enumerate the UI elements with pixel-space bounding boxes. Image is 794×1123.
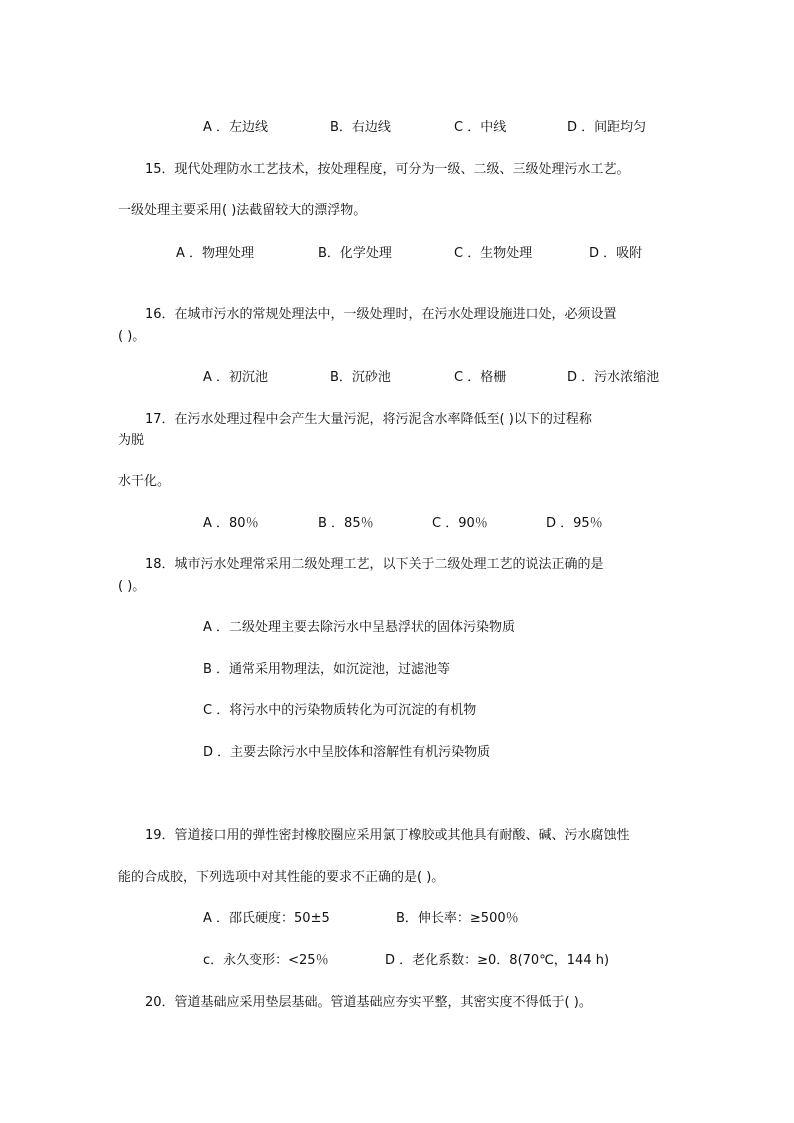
q18-option-b: B ．通常采用物理法，如沉淀池，过滤池等 [203,662,451,677]
q17-option-d: D ．95％ [546,516,603,531]
q19-option-b: B．伸长率：≥500％ [396,911,519,926]
q19-option-d: D ．老化系数：≥0．8(70℃，144 h) [385,953,610,968]
q15-option-a: A ．物理处理 [176,246,255,261]
q17-option-a: A ．80％ [203,516,259,531]
q16-option-b: B．沉砂池 [330,370,391,385]
q14-option-a: A ．左边线 [203,120,269,135]
q16-option-c: C ．格栅 [454,370,507,385]
q19-option-a: A ．邵氏硬度：50±5 [203,911,330,926]
q18-option-c: C ．将污水中的污染物质转化为可沉淀的有机物 [203,703,477,718]
q18-option-d: D ．主要去除污水中呈胶体和溶解性有机污染物质 [203,745,491,760]
q17-stem-line1: 17．在污水处理过程中会产生大量污泥，将污泥含水率降低至( )以下的过程称 [145,412,592,427]
q18-option-a: A ．二级处理主要去除污水中呈悬浮状的固体污染物质 [203,620,516,635]
q19-option-c: c．永久变形：<25％ [203,953,329,968]
q14-option-b: B．右边线 [330,120,391,135]
q15-option-b: B．化学处理 [318,246,392,261]
q16-option-d: D ．污水浓缩池 [567,370,660,385]
q17-stem-line2: 为脱 [118,433,145,448]
q15-stem-line1: 15．现代处理防水工艺技术，按处理程度，可分为一级、二级、三级处理污水工艺。 [145,162,630,177]
q16-option-a: A ．初沉池 [203,370,269,385]
q17-stem-line3: 水干化。 [118,474,171,489]
q20-stem-line1: 20．管道基础应采用垫层基础。管道基础应夯实平整，其密实度不得低于( )。 [145,995,592,1010]
q14-option-d: D ．间距均匀 [567,120,647,135]
q14-option-c: C ．中线 [454,120,507,135]
q19-stem-line2: 能的合成胶，下列选项中对其性能的要求不正确的是( )。 [118,870,445,885]
q16-stem-line2: ( )。 [118,329,146,344]
q18-stem-line2: ( )。 [118,579,146,594]
q17-option-c: C ．90％ [432,516,488,531]
q19-stem-line1: 19．管道接口用的弹性密封橡胶圈应采用氯丁橡胶或其他具有耐酸、碱、污水腐蚀性 [145,828,630,843]
q17-option-b: B ．85％ [318,516,374,531]
q16-stem-line1: 16．在城市污水的常规处理法中，一级处理时，在污水处理设施进口处，必须设置 [145,307,617,322]
q18-stem-line1: 18．城市污水处理常采用二级处理工艺，以下关于二级处理工艺的说法正确的是 [145,557,604,572]
q15-stem-line2: 一级处理主要采用( )法截留较大的漂浮物。 [118,203,367,218]
q15-option-d: D ．吸附 [589,246,643,261]
q15-option-c: C ．生物处理 [454,246,533,261]
